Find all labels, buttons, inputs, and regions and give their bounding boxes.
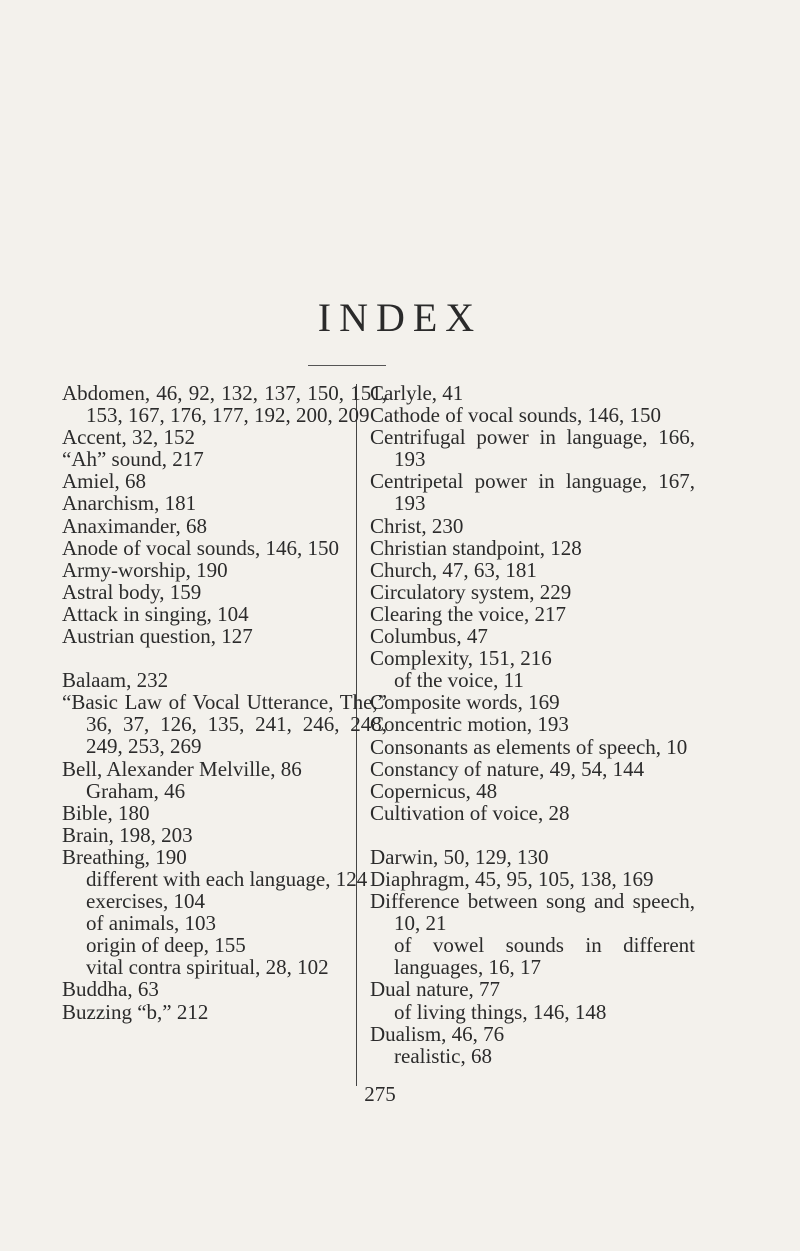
- page-number: 275: [364, 1082, 396, 1106]
- index-entry: Complexity, 151, 216: [370, 646, 552, 671]
- index-entry: Dualism, 46, 76: [370, 1021, 505, 1046]
- page-title: INDEX: [317, 295, 483, 340]
- index-entry: Christian standpoint, 128: [370, 535, 582, 560]
- index-entry: Anarchism, 181: [62, 491, 197, 516]
- index-entry: Bible, 180: [62, 800, 150, 825]
- index-entry: Abdomen, 46, 92, 132, 137, 150, 151, 153, 167, 176, 177, 192, 200, 209: [62, 381, 387, 428]
- index-entry: Christ, 230: [370, 513, 464, 538]
- title-rule: [308, 365, 386, 366]
- index-entry: Consonants as elements of speech, 10: [370, 734, 688, 759]
- index-entry: Anode of vocal sounds, 146, 150: [62, 535, 340, 560]
- index-entry: Constancy of nature, 49, 54, 144: [370, 756, 645, 781]
- index-column-right: [370, 382, 695, 1067]
- index-entry: Astral body, 159: [62, 579, 202, 604]
- index-entry: Copernicus, 48: [370, 778, 498, 803]
- index-entry: Difference between song and speech, 10, 21: [370, 889, 695, 936]
- index-entry: “Basic Law of Vocal Utterance, The,” 36, 37, 126, 135, 241, 246, 248, 249, 253, 269: [62, 690, 387, 759]
- index-subentry: vital contra spiritual, 28, 102: [86, 955, 329, 980]
- index-entry: Attack in singing, 104: [62, 601, 249, 626]
- index-entry: Accent, 32, 152: [62, 425, 195, 450]
- index-entry: Austrian question, 127: [62, 624, 253, 649]
- index-entry: Bell, Alexander Melville, 86: [62, 756, 302, 781]
- index-entry: Centripetal power in language, 167, 193: [370, 469, 695, 516]
- index-subentry: origin of deep, 155: [86, 933, 246, 958]
- index-subentry: different with each language, 124: [86, 866, 368, 891]
- index-entry: Cathode of vocal sounds, 146, 150: [370, 403, 662, 428]
- index-entry: Buddha, 63: [62, 977, 159, 1002]
- index-column-left: [62, 382, 387, 1023]
- index-entry: Centrifugal power in language, 166, 193: [370, 425, 695, 472]
- index-entry: Breathing, 190: [62, 844, 187, 869]
- index-entry: “Ah” sound, 217: [62, 447, 204, 472]
- index-entry: Amiel, 68: [62, 469, 146, 494]
- index-entry: Darwin, 50, 129, 130: [370, 844, 549, 869]
- index-subentry: exercises, 104: [86, 889, 205, 914]
- index-entry: Balaam, 232: [62, 668, 169, 693]
- index-entry: Columbus, 47: [370, 624, 488, 649]
- index-entry: Dual nature, 77: [370, 977, 501, 1002]
- index-entry: Anaximander, 68: [62, 513, 207, 538]
- index-entry: Buzzing “b,” 212: [62, 999, 209, 1024]
- index-subentry: of animals, 103: [86, 911, 217, 936]
- index-entry: Carlyle, 41: [370, 381, 464, 405]
- index-entry: Brain, 198, 203: [62, 822, 193, 847]
- index-entry: Cultivation of voice, 28: [370, 800, 570, 825]
- index-entry: Church, 47, 63, 181: [370, 557, 537, 582]
- index-entry: Clearing the voice, 217: [370, 601, 566, 626]
- index-entry: Composite words, 169: [370, 690, 560, 715]
- index-subentry: of living things, 146, 148: [394, 999, 607, 1024]
- index-entry: Concentric motion, 193: [370, 712, 569, 737]
- index-entry: Circulatory system, 229: [370, 579, 572, 604]
- letter-group-gap: [62, 647, 387, 669]
- index-subentry: Graham, 46: [86, 778, 186, 803]
- index-entry: Army-worship, 190: [62, 557, 228, 582]
- index-entry: Diaphragm, 45, 95, 105, 138, 169: [370, 866, 654, 891]
- index-subentry: of the voice, 11: [394, 668, 524, 693]
- letter-group-gap: [370, 824, 695, 846]
- index-subentry: realistic, 68: [394, 1043, 492, 1068]
- index-subentry: of vowel sounds in different languages, 16, 17: [394, 933, 695, 980]
